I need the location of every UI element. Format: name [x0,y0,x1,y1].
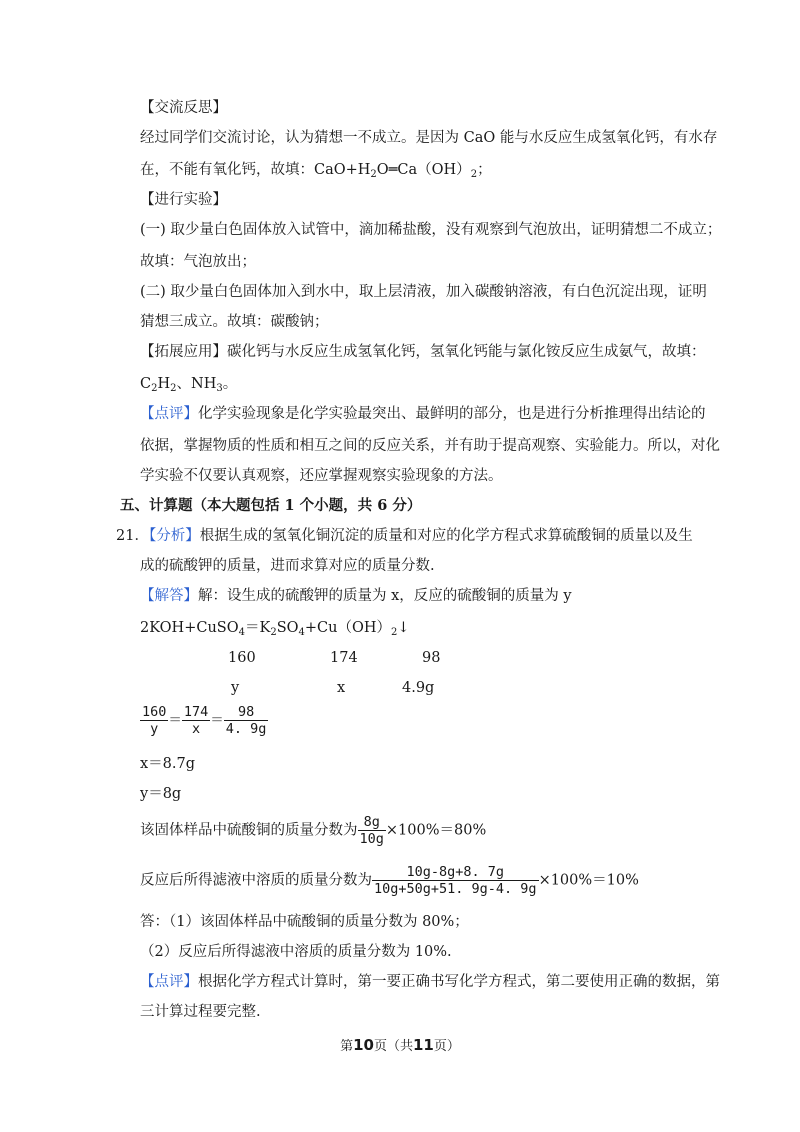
reflection-end: ； [477,162,492,178]
reflection-line-1: 经过同学们交流讨论，认为猜想一不成立。是因为 CaO 能与水反应生成氢氧化钙，有水存 [140,130,718,146]
conclusion-2: （2）反应后所得滤液中溶质的质量分数为 10%. [140,944,452,960]
fraction-suffix: ×100%＝10% [538,872,639,889]
experiment-line-4: 猜想三成立。故填：碳酸钠； [140,314,329,330]
comment-tag: 【点评】 [140,406,198,422]
cuso4-fraction-line [140,814,486,847]
fraction [358,814,386,847]
extension-line-2 [140,374,237,399]
numerator: 8g [358,814,386,831]
equals-sign: ＝ [168,712,182,729]
subscript: 2 [170,383,177,394]
conclusion-1: 答：（1）该固体样品中硫酸铜的质量分数为 80%； [140,914,469,930]
subscript: 2 [151,383,158,394]
comment-2-line-2: 三计算过程要完整. [140,1004,261,1020]
subscript: 3 [216,383,223,394]
eq-part: SO [276,620,299,636]
denominator: 10g+50g+51. 9g-4. 9g [374,881,537,897]
footer-text: 页（共 [373,1039,413,1054]
analysis-tag: 【分析】 [148,528,200,544]
chemical-equation [140,618,410,643]
eq-part: ＝K [244,620,271,636]
denominator: 4. 9g [225,721,267,737]
question-number: 21． [116,528,149,544]
eq-part: 2KOH+CuSO [140,620,239,636]
ratio-equation [140,704,268,737]
formula-part: 。 [222,376,238,392]
reflection-formula: O═Ca（OH） [376,162,471,178]
numerator: 98 [224,704,269,721]
subscript: 2 [391,627,398,638]
y-result: y＝8g [140,786,182,802]
fraction [182,704,210,737]
subscript: 2 [270,627,277,638]
numerator: 174 [183,704,209,720]
numerator: 10g-8g+8. 7g [372,864,539,881]
q21-analysis-line-2: 成的硫酸钾的质量，进而求算对应的质量分数. [140,558,435,574]
denominator: y [150,721,159,737]
reflection-heading: 【交流反思】 [140,100,227,116]
comment-1-line-1 [140,404,706,424]
comment-tag: 【点评】 [140,974,198,990]
var-y: y [231,680,240,696]
comment-text: 根据化学方程式计算时，第一要正确书写化学方程式，第二要使用正确的数据，第 [198,974,720,990]
fraction-suffix: ×100%＝80% [385,822,487,839]
experiment-line-1: (一) 取少量白色固体放入试管中，滴加稀盐酸，没有观察到气泡放出，证明猜想二不成立； [140,222,722,238]
subscript: 4 [238,627,245,638]
analysis-text: 根据生成的氢氧化铜沉淀的质量和对应的化学方程式求算硫酸铜的质量以及生 [199,528,693,544]
precipitate-arrow: ↓ [397,620,410,636]
subscript: 4 [298,627,305,638]
footer-text: 页） [433,1039,460,1054]
section-5-title: 五、计算题（本大题包括 1 个小题，共 6 分） [120,497,422,514]
var-precipitate-mass: 4.9g [402,680,435,696]
experiment-heading: 【进行实验】 [140,192,227,208]
fraction-prefix: 反应后所得滤液中溶质的质量分数为 [140,872,372,889]
mass-k2so4: 174 [330,650,358,666]
experiment-line-3: (二) 取少量白色固体加入到水中，取上层清液，加入碳酸钠溶液，有白色沉淀出现，证明 [140,284,707,300]
comment-1-line-2: 依据，掌握物质的性质和相互之间的反应关系，并有助于提高观察、实验能力。所以，对化 [140,438,720,454]
equals-sign: ＝ [210,712,224,729]
fraction-prefix: 该固体样品中硫酸铜的质量分数为 [140,822,358,839]
formula-part: H [157,376,171,392]
mass-cuso4: 160 [228,650,256,666]
formula-part: 、NH [176,376,217,392]
page-total: 11 [413,1036,434,1054]
x-result: x＝8.7g [140,756,196,772]
page-footer [0,1035,800,1054]
comment-text: 化学实验现象是化学实验最突出、最鲜明的部分，也是进行分析推理得出结论的 [198,406,706,422]
var-x: x [337,680,346,696]
reflection-line-2 [140,160,492,185]
q21-analysis-line-1 [116,526,693,546]
reflection-text: 在，不能有氧化钙，故填：CaO+H [140,162,371,178]
answer-text: 解：设生成的硫酸钾的质量为 x，反应的硫酸铜的质量为 y [198,588,572,604]
q21-answer-line-1 [140,586,572,606]
comment-1-line-3: 学实验不仅要认真观察，还应掌握观察实验现象的方法。 [140,468,503,484]
eq-part: +Cu（OH） [304,620,392,636]
formula-part: C [140,376,152,392]
experiment-line-2: 故填：气泡放出； [140,254,256,270]
subscript: 2 [470,169,478,180]
footer-text: 第 [340,1039,354,1054]
subscript: 2 [370,169,377,180]
page-number: 10 [353,1036,374,1054]
fraction [224,704,269,737]
solute-fraction-line [140,864,639,897]
extension-line-1: 【拓展应用】碳化钙与水反应生成氢氧化钙，氢氧化钙能与氯化铵反应生成氨气，故填： [140,344,706,360]
denominator: 10g [359,831,384,847]
mass-cuoh2: 98 [422,650,441,666]
answer-tag: 【解答】 [140,588,198,604]
denominator: x [192,721,201,737]
fraction [140,704,168,737]
numerator: 160 [142,704,167,720]
comment-2-line-1 [140,972,720,992]
fraction [372,864,539,897]
